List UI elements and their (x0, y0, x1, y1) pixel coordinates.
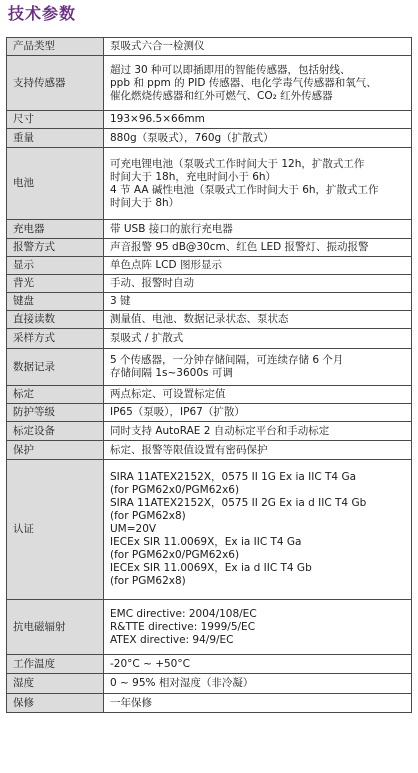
spec-label: 尺寸 (7, 111, 104, 129)
spec-row (7, 349, 412, 386)
spec-row (7, 111, 412, 129)
spec-value (104, 422, 412, 441)
spec-value-line: 单色点阵 LCD 图形显示 (110, 259, 222, 271)
spec-value-line: 带 USB 接口的旅行充电器 (110, 222, 233, 235)
spec-label: 湿度 (7, 674, 104, 694)
spec-value-line: 泵吸式六合一检测仪 (110, 40, 205, 52)
spec-value (104, 38, 412, 56)
spec-label: 直接读数 (7, 311, 104, 329)
spec-label: 保修 (7, 694, 104, 713)
spec-value (104, 129, 412, 148)
spec-value-line: IECEx SIR 11.0069X，Ex ia IIC T4 Ga (110, 536, 302, 548)
spec-label: 报警方式 (7, 239, 104, 257)
spec-value-line: 泵吸式 / 扩散式 (110, 332, 184, 344)
spec-label: 标定设备 (7, 422, 104, 441)
spec-value (104, 311, 412, 329)
spec-value-line: 同时支持 AutoRAE 2 自动标定平台和手动标定 (110, 424, 330, 437)
spec-value-line: 一年保修 (110, 696, 152, 709)
spec-value (104, 694, 412, 713)
spec-value (104, 655, 412, 674)
spec-value-line: 声音报警 95 dB@30cm、红色 LED 报警灯、振动报警 (110, 241, 369, 253)
spec-value (104, 56, 412, 111)
spec-value-line: (for PGM62x0/PGM62x6) (110, 484, 240, 496)
spec-value-line: 测量值、电池、数据记录状态、泵状态 (110, 313, 289, 325)
spec-value-line: 手动、报警时自动 (110, 277, 194, 289)
spec-row (7, 56, 412, 111)
spec-value-line: -20°C ~ +50°C (110, 657, 190, 670)
spec-row (7, 38, 412, 56)
spec-value-line: IP65（泵吸），IP67（扩散） (110, 406, 245, 418)
spec-label: 充电器 (7, 220, 104, 239)
spec-value (104, 460, 412, 600)
spec-label: 数据记录 (7, 349, 104, 386)
spec-value-line: 时间大于 8h） (110, 196, 180, 209)
spec-value-line: 超过 30 种可以即插即用的智能传感器，包括射线、 (110, 63, 351, 76)
spec-row (7, 129, 412, 148)
spec-label: 显示 (7, 257, 104, 275)
spec-value-line: 时间大于 18h，充电时间小于 6h） (110, 170, 277, 183)
spec-value-line: 3 键 (110, 295, 131, 307)
spec-value-line: SIRA 11ATEX2152X，0575 II 2G Ex ia d IIC T4 Gb (110, 497, 367, 509)
spec-value-line: 两点标定、可设置标定值 (110, 388, 226, 400)
spec-value-line: IECEx SIR 11.0069X，Ex ia d IIC T4 Gb (110, 562, 312, 574)
spec-table (6, 37, 412, 713)
spec-label: 工作温度 (7, 655, 104, 674)
spec-value-line: SIRA 11ATEX2152X，0575 II 1G Ex ia IIC T4 Ga (110, 471, 357, 483)
spec-row (7, 441, 412, 460)
spec-row (7, 239, 412, 257)
spec-value-line: 可充电锂电池（泵吸式工作时间大于 12h，扩散式工作 (110, 157, 365, 170)
spec-value-line: ppb 和 ppm 的 PID 传感器、电化学毒气传感器和氧气、 (110, 76, 377, 89)
spec-row (7, 257, 412, 275)
spec-row (7, 386, 412, 404)
spec-value (104, 293, 412, 311)
spec-value (104, 148, 412, 220)
spec-value (104, 111, 412, 129)
spec-value (104, 349, 412, 386)
spec-label: 键盘 (7, 293, 104, 311)
spec-label: 电池 (7, 148, 104, 220)
spec-value (104, 220, 412, 239)
spec-label: 支持传感器 (7, 56, 104, 111)
spec-row (7, 148, 412, 220)
spec-row (7, 655, 412, 674)
spec-value (104, 600, 412, 655)
spec-row (7, 293, 412, 311)
spec-row (7, 460, 412, 600)
spec-value-line: 标定、报警等限值设置有密码保护 (110, 443, 268, 456)
spec-row (7, 404, 412, 422)
spec-value (104, 674, 412, 694)
spec-label: 重量 (7, 129, 104, 148)
spec-value-line: 0 ~ 95% 相对湿度（非冷凝） (110, 677, 254, 689)
spec-value-line: 880g（泵吸式），760g（扩散式） (110, 131, 274, 144)
spec-value (104, 441, 412, 460)
spec-value-line: EMC directive: 2004/108/EC (110, 607, 257, 620)
spec-label: 保护 (7, 441, 104, 460)
spec-label: 抗电磁辐射 (7, 600, 104, 655)
spec-value-line: 4 节 AA 碱性电池（泵吸式工作时间大于 6h，扩散式工作 (110, 183, 379, 196)
spec-value-line: 193×96.5×66mm (110, 113, 205, 125)
spec-value-line: ATEX directive: 94/9/EC (110, 633, 234, 646)
spec-row (7, 329, 412, 349)
spec-label: 采样方式 (7, 329, 104, 349)
spec-row (7, 694, 412, 713)
spec-value-line: 5 个传感器，一分钟存储间隔，可连续存储 6 个月 (110, 354, 344, 366)
spec-value (104, 257, 412, 275)
spec-value-line: 催化燃烧传感器和红外可燃气、CO₂ 红外传感器 (110, 89, 333, 102)
spec-row (7, 674, 412, 694)
spec-value-line: UM=20V (110, 523, 157, 535)
spec-label: 防护等级 (7, 404, 104, 422)
spec-value (104, 386, 412, 404)
spec-row (7, 275, 412, 293)
spec-value (104, 239, 412, 257)
spec-label: 标定 (7, 386, 104, 404)
spec-value (104, 275, 412, 293)
spec-value-line: (for PGM62x0/PGM62x6) (110, 549, 240, 561)
spec-value (104, 329, 412, 349)
spec-value-line: R&TTE directive: 1999/5/EC (110, 620, 256, 633)
spec-value (104, 404, 412, 422)
spec-row (7, 220, 412, 239)
section-title: 技术参数 (8, 4, 77, 23)
spec-label: 背光 (7, 275, 104, 293)
spec-label: 产品类型 (7, 38, 104, 56)
spec-value-line: (for PGM62x8) (110, 575, 186, 587)
spec-value-line: (for PGM62x8) (110, 510, 186, 522)
spec-label: 认证 (7, 460, 104, 600)
spec-table-body (7, 38, 412, 713)
spec-value-line: 存储间隔 1s~3600s 可调 (110, 367, 233, 379)
spec-row (7, 600, 412, 655)
spec-row (7, 422, 412, 441)
spec-row (7, 311, 412, 329)
